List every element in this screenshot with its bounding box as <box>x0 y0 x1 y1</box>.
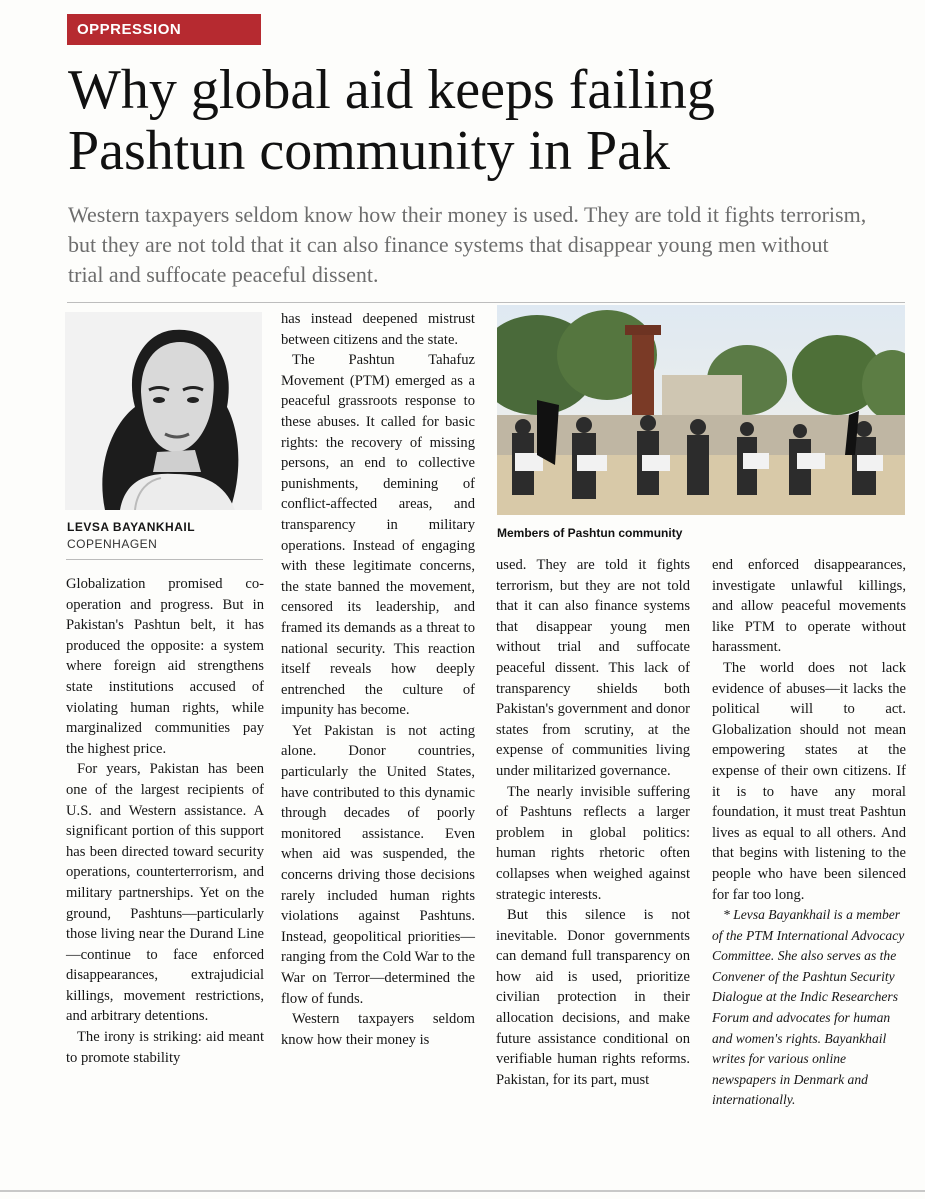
paragraph: end enforced disappearances, investigate unlawful killings, and allow peaceful movements like PTM to operate without harassment. <box>712 557 906 656</box>
article-column-1 <box>66 574 264 1068</box>
news-photo <box>497 305 905 515</box>
paragraph: The nearly invisible suffering of Pashtuns reflects a larger problem in global politics: human rights rhetoric often collapses when weighed against strategic interests. <box>496 783 690 903</box>
standfirst: Western taxpayers seldom know how their money is used. They are told it fights terrorism, but they are not told that it can also finance systems that disappear young men without trial and suffocate peaceful dissent. <box>68 202 867 287</box>
headline-line-1: Why global aid keeps failing <box>68 59 715 121</box>
paragraph: has instead deepened mistrust between citizens and the state. <box>281 311 475 348</box>
headline <box>68 60 898 182</box>
paragraph: used. They are told it fights terrorism, but they are not told that it can also finance systems that disappear young men without trial and suffocate peaceful dissent. This lack of transparency shields both Pakistan's government and donor states from scrutiny, at the expense of communities living under militarized governance. <box>496 557 690 779</box>
headline-line-2: Pashtun community in Pak <box>68 120 670 182</box>
paragraph: For years, Pakistan has been one of the largest recipients of U.S. and Western assistance. A significant portion of this support has been directed toward security operations, counterterrorism, and military partnerships. Yet on the ground, Pashtuns—particularly those living near the Durand Line—continue to face enforced disappearances, extrajudicial killings, movement restrictions, and arbitrary detentions. <box>66 761 264 1025</box>
paragraph: Globalization promised co-operation and progress. But in Pakistan's Pashtun belt, it has produced the opposite: a system where foreign aid strengthens state institutions accused of violating human rights, while marginalized communities pay the highest price. <box>66 576 264 757</box>
paragraph: But this silence is not inevitable. Donor governments can demand full transparency on how aid is used, prioritize civilian protection in their allocation decisions, and make future assistance conditional on verifiable human rights reforms. Pakistan, for its part, must <box>496 907 690 1088</box>
page-bottom-rule <box>0 1190 925 1192</box>
paragraph: The Pashtun Tahafuz Movement (PTM) emerged as a peaceful grassroots response to these abuses. It called for basic rights: the recovery of missing persons, an end to collective punishments, demining of conflict-affected areas, and transparency in military operations. Instead of engaging with these legitimate concerns, the state banned the movement, censored its leadership, and framed its demands as a threat to national security. This reaction itself reveals how deeply entrenched the culture of impunity has become. <box>281 352 475 719</box>
author-portrait <box>65 312 262 510</box>
section-kicker: OPPRESSION <box>67 14 261 45</box>
article-column-2 <box>281 309 475 1050</box>
article-column-3 <box>496 555 690 1090</box>
photo-caption: Members of Pashtun community <box>497 526 683 540</box>
article-column-4 <box>712 555 906 1111</box>
paragraph: The world does not lack evidence of abuses—it lacks the political will to act. Globalization should not mean empowering states at the expense of their own citizens. If it is to have any moral foundation, it must treat Pashtun lives as equal to all others. And that begins with listening to the people who have been silenced for far too long. <box>712 659 906 903</box>
author-note: * Levsa Bayankhail is a member of the PTM International Advocacy Committee. She also serves as the Convener of the Pashtun Security Dialogue at the Indic Researchers Forum and advocates for human and women's rights. Bayankhail writes for various online newspapers in Denmark and internationally. <box>712 907 905 1108</box>
header-divider <box>67 302 905 303</box>
author-name: LEVSA BAYANKHAIL <box>67 520 196 534</box>
paragraph: The irony is striking: aid meant to promote stability <box>66 1029 264 1066</box>
author-location: COPENHAGEN <box>67 537 158 551</box>
paragraph: Yet Pakistan is not acting alone. Donor countries, particularly the United States, have contributed to this dynamic through decades of poorly monitored assistance. Even when aid was suspended, the concerns driving those decisions rarely included human rights violations against Pashtuns. Instead, geopolitical priorities—ranging from the Cold War to the War on Terror—determined the flow of funds. <box>281 722 475 1007</box>
paragraph: Western taxpayers seldom know how their money is <box>281 1011 475 1048</box>
byline-divider <box>66 559 263 560</box>
